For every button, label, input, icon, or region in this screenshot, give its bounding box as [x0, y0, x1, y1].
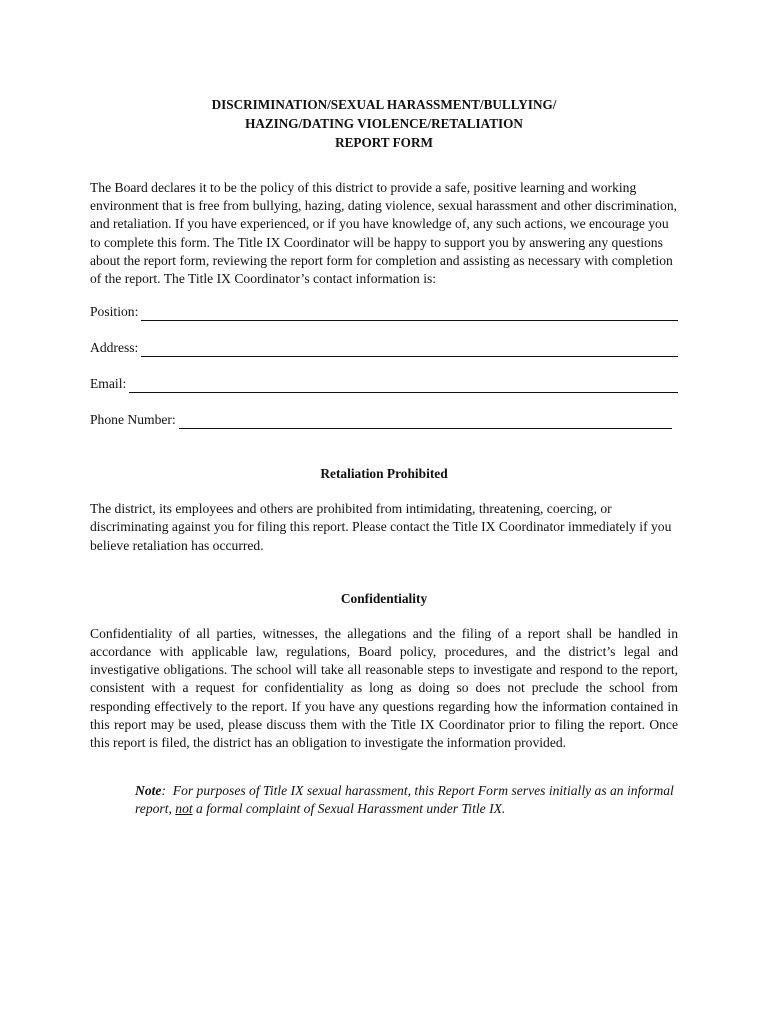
- form-title-line-2: HAZING/DATING VIOLENCE/RETALIATION: [245, 116, 523, 131]
- address-label: Address:: [90, 340, 139, 356]
- form-title-line-1: DISCRIMINATION/SEXUAL HARASSMENT/BULLYING/: [211, 97, 557, 112]
- email-label: Email:: [90, 376, 127, 392]
- report-form-page: [90, 95, 678, 832]
- retaliation-heading: Retaliation Prohibited: [320, 466, 448, 482]
- phone-number-blank-line[interactable]: [179, 415, 672, 429]
- note-colon: :: [161, 783, 166, 799]
- email-blank-line[interactable]: [129, 379, 678, 393]
- note-text-after: a formal complaint of Sexual Harassment under Title IX.: [192, 801, 506, 817]
- retaliation-paragraph: The district, its employees and others are prohibited from intimidating, threatening, coercing, or discriminating against you for filing this report. Please contact the Title IX Coordinator immediately if you believe retaliation has occurred.: [90, 501, 672, 553]
- phone-number-field[interactable]: [90, 411, 672, 429]
- position-field[interactable]: [90, 303, 678, 321]
- form-title: [90, 95, 678, 152]
- intro-paragraph: The Board declares it to be the policy of this district to provide a safe, positive learning and working environment that is free from bullying, hazing, dating violence, sexual harassment and other discrimination, and retaliation. If you have experienced, or if you have knowledge of, any such actions, we encourage you to complete this form. The Title IX Coordinator will be happy to support you by answering any questions about the report form, reviewing the report form for completion and assisting as necessary with completion of the report. The Title IX Coordinator’s contact information is:: [90, 180, 678, 287]
- confidentiality-paragraph: Confidentiality of all parties, witnesses, the allegations and the filing of a report shall be handled in accordance with applicable law, regulations, Board policy, procedures, and the district’s legal and investigative obligations. The school will take all reasonable steps to investigate and respond to the report, consistent with a request for confidentiality as long as doing so does not preclude the school from responding effectively to the report. If you have any questions regarding how the information contained in this report may be used, please discuss them with the Title IX Coordinator prior to filing the report. Once this report is filed, the district has an obligation to investigate the information provided.: [90, 625, 678, 751]
- position-label: Position:: [90, 304, 139, 320]
- address-field[interactable]: [90, 339, 678, 357]
- email-field[interactable]: [90, 375, 678, 393]
- form-title-line-3: REPORT FORM: [335, 135, 433, 150]
- confidentiality-heading: Confidentiality: [340, 590, 428, 606]
- note-underlined-word: not: [175, 801, 193, 817]
- phone-number-label: Phone Number:: [90, 412, 176, 428]
- address-blank-line[interactable]: [141, 343, 678, 357]
- note-paragraph: [135, 782, 678, 818]
- note-label: Note: [135, 783, 162, 799]
- position-blank-line[interactable]: [141, 307, 678, 321]
- note-text-before: For purposes of Title IX sexual harassment, this Report Form serves initially as an informal report,: [135, 783, 678, 817]
